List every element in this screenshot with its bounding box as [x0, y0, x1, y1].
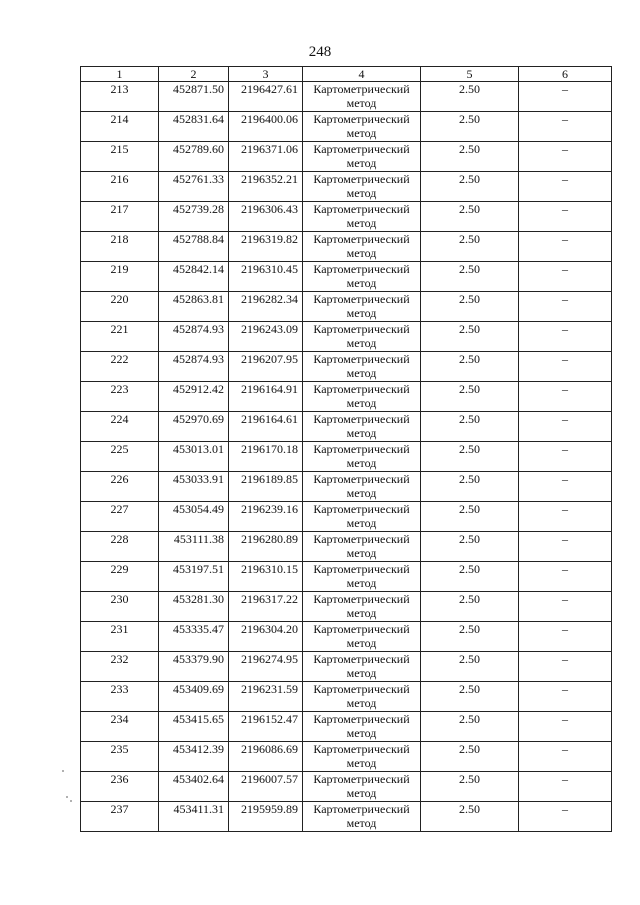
precision-value: 2.50 [421, 292, 519, 322]
coordinate-x: 453111.38 [159, 532, 229, 562]
method-line-2: метод [346, 576, 377, 590]
precision-value: 2.50 [421, 622, 519, 652]
method-line-2: метод [346, 426, 377, 440]
page-number: 248 [308, 44, 332, 60]
note-dash: – [519, 652, 612, 682]
coordinate-x: 452871.50 [159, 82, 229, 112]
method-line-1: Картометрический [313, 412, 410, 426]
point-number: 230 [81, 592, 159, 622]
method-line-2: метод [346, 246, 377, 260]
table-row [81, 622, 612, 652]
note-dash: – [519, 592, 612, 622]
method-cell [303, 112, 421, 142]
method-line-2: метод [346, 156, 377, 170]
coordinate-y: 2196280.89 [229, 532, 303, 562]
method-cell [303, 412, 421, 442]
coordinate-x: 453409.69 [159, 682, 229, 712]
table-row [81, 172, 612, 202]
header-col-5: 5 [421, 67, 519, 82]
point-number: 234 [81, 712, 159, 742]
precision-value: 2.50 [421, 712, 519, 742]
method-line-1: Картометрический [313, 382, 410, 396]
note-dash: – [519, 112, 612, 142]
coordinate-x: 452912.42 [159, 382, 229, 412]
note-dash: – [519, 322, 612, 352]
method-cell [303, 802, 421, 832]
precision-value: 2.50 [421, 262, 519, 292]
method-line-1: Картометрический [313, 112, 410, 126]
coordinate-x: 453335.47 [159, 622, 229, 652]
table-row [81, 532, 612, 562]
coordinate-x: 452789.60 [159, 142, 229, 172]
scan-speck [66, 796, 68, 798]
method-line-1: Картометрический [313, 592, 410, 606]
point-number: 233 [81, 682, 159, 712]
coordinate-x: 453197.51 [159, 562, 229, 592]
coordinate-x: 452874.93 [159, 352, 229, 382]
coordinate-y: 2196007.57 [229, 772, 303, 802]
coordinate-x: 453013.01 [159, 442, 229, 472]
table-row [81, 412, 612, 442]
method-cell [303, 232, 421, 262]
coordinate-x: 452739.28 [159, 202, 229, 232]
method-cell [303, 82, 421, 112]
table-header [81, 67, 612, 82]
method-line-2: метод [346, 186, 377, 200]
precision-value: 2.50 [421, 682, 519, 712]
point-number: 236 [81, 772, 159, 802]
coordinate-y: 2196319.82 [229, 232, 303, 262]
coordinates-table [80, 66, 612, 832]
precision-value: 2.50 [421, 802, 519, 832]
point-number: 237 [81, 802, 159, 832]
table-row [81, 202, 612, 232]
method-line-1: Картометрический [313, 352, 410, 366]
note-dash: – [519, 292, 612, 322]
method-line-1: Картометрический [313, 262, 410, 276]
precision-value: 2.50 [421, 112, 519, 142]
note-dash: – [519, 802, 612, 832]
point-number: 219 [81, 262, 159, 292]
table-row [81, 772, 612, 802]
method-line-2: метод [346, 306, 377, 320]
method-line-1: Картометрический [313, 502, 410, 516]
precision-value: 2.50 [421, 742, 519, 772]
scan-speck [62, 770, 64, 772]
method-cell [303, 382, 421, 412]
method-line-1: Картометрический [313, 202, 410, 216]
table-row [81, 802, 612, 832]
method-cell [303, 142, 421, 172]
coordinate-y: 2196371.06 [229, 142, 303, 172]
table-row [81, 262, 612, 292]
method-cell [303, 622, 421, 652]
table-row [81, 322, 612, 352]
coordinate-x: 452788.84 [159, 232, 229, 262]
method-line-1: Картометрический [313, 622, 410, 636]
precision-value: 2.50 [421, 172, 519, 202]
point-number: 228 [81, 532, 159, 562]
coordinate-y: 2196243.09 [229, 322, 303, 352]
method-cell [303, 322, 421, 352]
note-dash: – [519, 742, 612, 772]
header-col-3: 3 [229, 67, 303, 82]
note-dash: – [519, 442, 612, 472]
coordinate-x: 452761.33 [159, 172, 229, 202]
note-dash: – [519, 622, 612, 652]
coordinate-x: 453281.30 [159, 592, 229, 622]
method-cell [303, 682, 421, 712]
point-number: 218 [81, 232, 159, 262]
point-number: 229 [81, 562, 159, 592]
note-dash: – [519, 262, 612, 292]
method-line-1: Картометрический [313, 532, 410, 546]
method-line-2: метод [346, 276, 377, 290]
point-number: 221 [81, 322, 159, 352]
point-number: 215 [81, 142, 159, 172]
coordinate-y: 2196189.85 [229, 472, 303, 502]
method-line-1: Картометрический [313, 442, 410, 456]
table-row [81, 442, 612, 472]
coordinate-y: 2196306.43 [229, 202, 303, 232]
point-number: 217 [81, 202, 159, 232]
method-cell [303, 562, 421, 592]
point-number: 227 [81, 502, 159, 532]
precision-value: 2.50 [421, 472, 519, 502]
table-row [81, 382, 612, 412]
note-dash: – [519, 472, 612, 502]
method-line-2: метод [346, 816, 377, 830]
method-line-1: Картометрический [313, 562, 410, 576]
method-line-2: метод [346, 486, 377, 500]
coordinate-x: 453411.31 [159, 802, 229, 832]
coordinate-x: 452831.64 [159, 112, 229, 142]
precision-value: 2.50 [421, 202, 519, 232]
table-row [81, 712, 612, 742]
method-cell [303, 442, 421, 472]
note-dash: – [519, 142, 612, 172]
method-line-2: метод [346, 366, 377, 380]
precision-value: 2.50 [421, 502, 519, 532]
note-dash: – [519, 82, 612, 112]
method-line-1: Картометрический [313, 802, 410, 816]
method-line-2: метод [346, 606, 377, 620]
point-number: 235 [81, 742, 159, 772]
method-line-2: метод [346, 336, 377, 350]
note-dash: – [519, 232, 612, 262]
coordinate-y: 2196304.20 [229, 622, 303, 652]
method-line-2: метод [346, 666, 377, 680]
coordinate-y: 2195959.89 [229, 802, 303, 832]
point-number: 216 [81, 172, 159, 202]
table-row [81, 592, 612, 622]
coordinate-x: 452970.69 [159, 412, 229, 442]
method-cell [303, 532, 421, 562]
coordinate-y: 2196352.21 [229, 172, 303, 202]
table-row [81, 502, 612, 532]
point-number: 226 [81, 472, 159, 502]
header-col-6: 6 [519, 67, 612, 82]
precision-value: 2.50 [421, 652, 519, 682]
header-col-2: 2 [159, 67, 229, 82]
coordinate-y: 2196164.91 [229, 382, 303, 412]
note-dash: – [519, 202, 612, 232]
point-number: 220 [81, 292, 159, 322]
method-cell [303, 502, 421, 532]
coordinate-y: 2196274.95 [229, 652, 303, 682]
method-cell [303, 742, 421, 772]
note-dash: – [519, 412, 612, 442]
header-col-1: 1 [81, 67, 159, 82]
point-number: 222 [81, 352, 159, 382]
coordinate-x: 453379.90 [159, 652, 229, 682]
note-dash: – [519, 682, 612, 712]
method-line-2: метод [346, 216, 377, 230]
method-line-1: Картометрический [313, 772, 410, 786]
precision-value: 2.50 [421, 562, 519, 592]
point-number: 214 [81, 112, 159, 142]
point-number: 225 [81, 442, 159, 472]
precision-value: 2.50 [421, 232, 519, 262]
method-cell [303, 592, 421, 622]
note-dash: – [519, 712, 612, 742]
method-cell [303, 262, 421, 292]
precision-value: 2.50 [421, 352, 519, 382]
method-line-1: Картометрический [313, 292, 410, 306]
table-row [81, 472, 612, 502]
method-line-1: Картометрический [313, 232, 410, 246]
note-dash: – [519, 772, 612, 802]
point-number: 213 [81, 82, 159, 112]
table-row [81, 742, 612, 772]
point-number: 224 [81, 412, 159, 442]
coordinate-y: 2196164.61 [229, 412, 303, 442]
method-line-2: метод [346, 756, 377, 770]
precision-value: 2.50 [421, 382, 519, 412]
coordinate-x: 453402.64 [159, 772, 229, 802]
coordinate-x: 452874.93 [159, 322, 229, 352]
table-row [81, 292, 612, 322]
method-line-2: метод [346, 516, 377, 530]
coordinate-y: 2196152.47 [229, 712, 303, 742]
point-number: 223 [81, 382, 159, 412]
method-line-1: Картометрический [313, 652, 410, 666]
note-dash: – [519, 172, 612, 202]
point-number: 232 [81, 652, 159, 682]
method-line-1: Картометрический [313, 682, 410, 696]
precision-value: 2.50 [421, 322, 519, 352]
precision-value: 2.50 [421, 772, 519, 802]
coordinate-y: 2196427.61 [229, 82, 303, 112]
precision-value: 2.50 [421, 142, 519, 172]
method-cell [303, 472, 421, 502]
scan-speck [70, 800, 72, 802]
coordinate-y: 2196400.06 [229, 112, 303, 142]
method-line-2: метод [346, 456, 377, 470]
table-row [81, 82, 612, 112]
coordinate-y: 2196231.59 [229, 682, 303, 712]
note-dash: – [519, 532, 612, 562]
precision-value: 2.50 [421, 592, 519, 622]
method-line-2: метод [346, 546, 377, 560]
table-row [81, 112, 612, 142]
point-number: 231 [81, 622, 159, 652]
coordinate-y: 2196317.22 [229, 592, 303, 622]
note-dash: – [519, 352, 612, 382]
method-line-2: метод [346, 726, 377, 740]
note-dash: – [519, 562, 612, 592]
method-line-2: метод [346, 696, 377, 710]
method-line-2: метод [346, 396, 377, 410]
note-dash: – [519, 382, 612, 412]
coordinate-y: 2196282.34 [229, 292, 303, 322]
coordinate-x: 453412.39 [159, 742, 229, 772]
table-row [81, 652, 612, 682]
method-cell [303, 772, 421, 802]
method-cell [303, 202, 421, 232]
table-row [81, 232, 612, 262]
header-row [81, 67, 612, 82]
method-line-2: метод [346, 126, 377, 140]
coordinate-x: 452863.81 [159, 292, 229, 322]
method-line-1: Картометрический [313, 712, 410, 726]
method-line-1: Картометрический [313, 82, 410, 96]
coordinate-y: 2196170.18 [229, 442, 303, 472]
method-line-1: Картометрический [313, 742, 410, 756]
precision-value: 2.50 [421, 532, 519, 562]
method-cell [303, 352, 421, 382]
method-line-1: Картометрический [313, 172, 410, 186]
method-cell [303, 172, 421, 202]
note-dash: – [519, 502, 612, 532]
coordinate-y: 2196310.15 [229, 562, 303, 592]
coordinate-y: 2196207.95 [229, 352, 303, 382]
coordinate-x: 453054.49 [159, 502, 229, 532]
table-row [81, 562, 612, 592]
precision-value: 2.50 [421, 82, 519, 112]
table-row [81, 142, 612, 172]
table-row [81, 352, 612, 382]
method-cell [303, 712, 421, 742]
coordinate-x: 452842.14 [159, 262, 229, 292]
method-line-1: Картометрический [313, 322, 410, 336]
coordinate-y: 2196086.69 [229, 742, 303, 772]
precision-value: 2.50 [421, 442, 519, 472]
method-line-2: метод [346, 786, 377, 800]
table-row [81, 682, 612, 712]
method-cell [303, 292, 421, 322]
header-col-4: 4 [303, 67, 421, 82]
method-cell [303, 652, 421, 682]
method-line-1: Картометрический [313, 472, 410, 486]
coordinate-y: 2196239.16 [229, 502, 303, 532]
coordinate-x: 453415.65 [159, 712, 229, 742]
method-line-2: метод [346, 636, 377, 650]
precision-value: 2.50 [421, 412, 519, 442]
method-line-1: Картометрический [313, 142, 410, 156]
coordinate-x: 453033.91 [159, 472, 229, 502]
coordinate-y: 2196310.45 [229, 262, 303, 292]
table-body [81, 82, 612, 832]
method-line-2: метод [346, 96, 377, 110]
